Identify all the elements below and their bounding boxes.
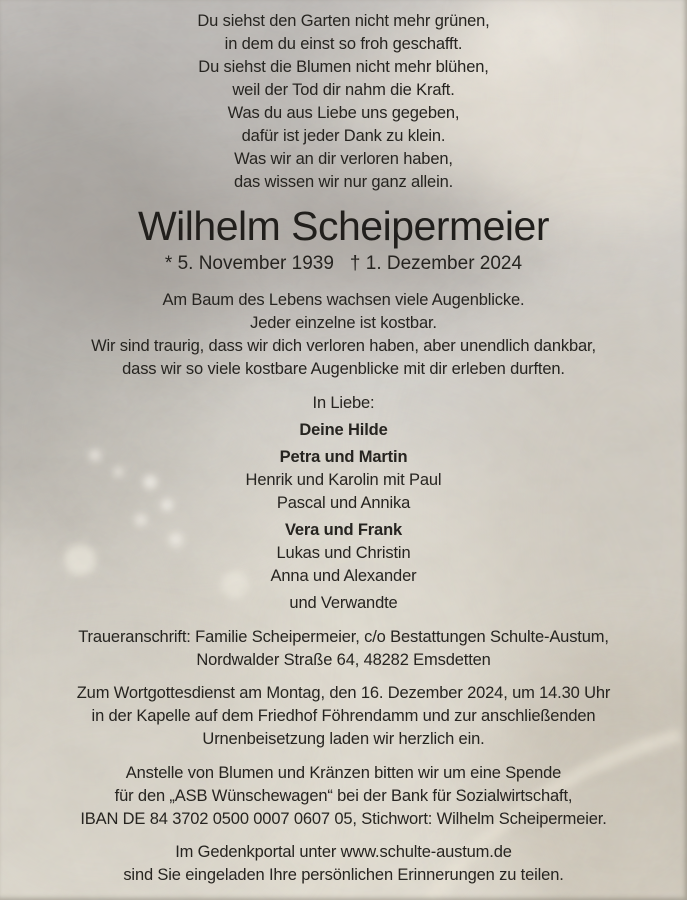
poem-line: dafür ist jeder Dank zu klein. [241, 127, 446, 145]
mourners-list [0, 419, 687, 615]
service-line: Urnenbeisetzung laden wir herzlich ein. [202, 730, 485, 748]
address-line: Nordwalder Straße 64, 48282 Emsdetten [196, 651, 491, 669]
service-line: Zum Wortgottesdienst am Montag, den 16. Dezember 2024, um 14.30 Uhr [76, 684, 611, 702]
poem-line: in dem du einst so froh geschafft. [224, 35, 463, 53]
salutation-text: In Liebe: [312, 394, 375, 412]
address-line: Traueranschrift: Familie Scheipermeier, c/o Bestattungen Schulte-Austum, [78, 628, 609, 646]
mourner-line: Henrik und Karolin mit Paul [245, 471, 442, 489]
service-line: in der Kapelle auf dem Friedhof Föhrendamm und zur anschließenden [91, 707, 596, 725]
tribute-line: dass wir so viele kostbare Augenblicke mit dir erleben durften. [122, 360, 565, 378]
mourning-address [0, 626, 687, 672]
memorial-line: Im Gedenkportal unter www.schulte-austum.de [175, 843, 512, 861]
mourner-line: Pascal und Annika [276, 494, 411, 512]
poem-line: Was du aus Liebe uns gegeben, [227, 104, 460, 122]
tribute-line: Jeder einzelne ist kostbar. [250, 314, 437, 332]
tribute-line: Am Baum des Lebens wachsen viele Augenblicke. [162, 291, 525, 309]
donation-line: Anstelle von Blumen und Kränzen bitten wir um eine Spende [125, 764, 562, 782]
tribute-line: Wir sind traurig, dass wir dich verloren haben, aber unendlich dankbar, [91, 337, 596, 355]
opening-poem [0, 10, 687, 194]
tribute-text [0, 289, 687, 381]
funeral-service-info [0, 682, 687, 751]
donation-line: IBAN DE 84 3702 0500 0007 0607 05, Stichwort: Wilhelm Scheipermeier. [80, 810, 607, 828]
mourner-widow: Deine Hilde [299, 421, 388, 439]
birth-date: * 5. November 1939 [164, 253, 334, 274]
mourner-group-head: Petra und Martin [279, 448, 408, 466]
mourner-line: Lukas und Christin [276, 544, 411, 562]
closing-salutation [0, 392, 687, 415]
memorial-line: sind Sie eingeladen Ihre persönlichen Erinnerungen zu teilen. [123, 866, 564, 884]
poem-line: Du siehst den Garten nicht mehr grünen, [197, 12, 490, 30]
poem-line: Was wir an dir verloren haben, [234, 150, 453, 168]
poem-line: Du siehst die Blumen nicht mehr blühen, [198, 58, 489, 76]
donation-line: für den „ASB Wünschewagen“ bei der Bank für Sozialwirtschaft, [114, 787, 573, 805]
donation-request [0, 762, 687, 831]
poem-line: das wissen wir nur ganz allein. [233, 173, 454, 191]
life-dates [0, 251, 687, 277]
poem-line: weil der Tod dir nahm die Kraft. [232, 81, 455, 99]
deceased-name: Wilhelm Scheipermeier [137, 203, 549, 249]
mourner-group-head: Vera und Frank [284, 521, 403, 539]
mourner-line: Anna und Alexander [270, 567, 417, 585]
mourner-relatives: und Verwandte [289, 594, 398, 612]
memorial-portal-info [0, 841, 687, 887]
death-date: † 1. Dezember 2024 [349, 253, 523, 274]
